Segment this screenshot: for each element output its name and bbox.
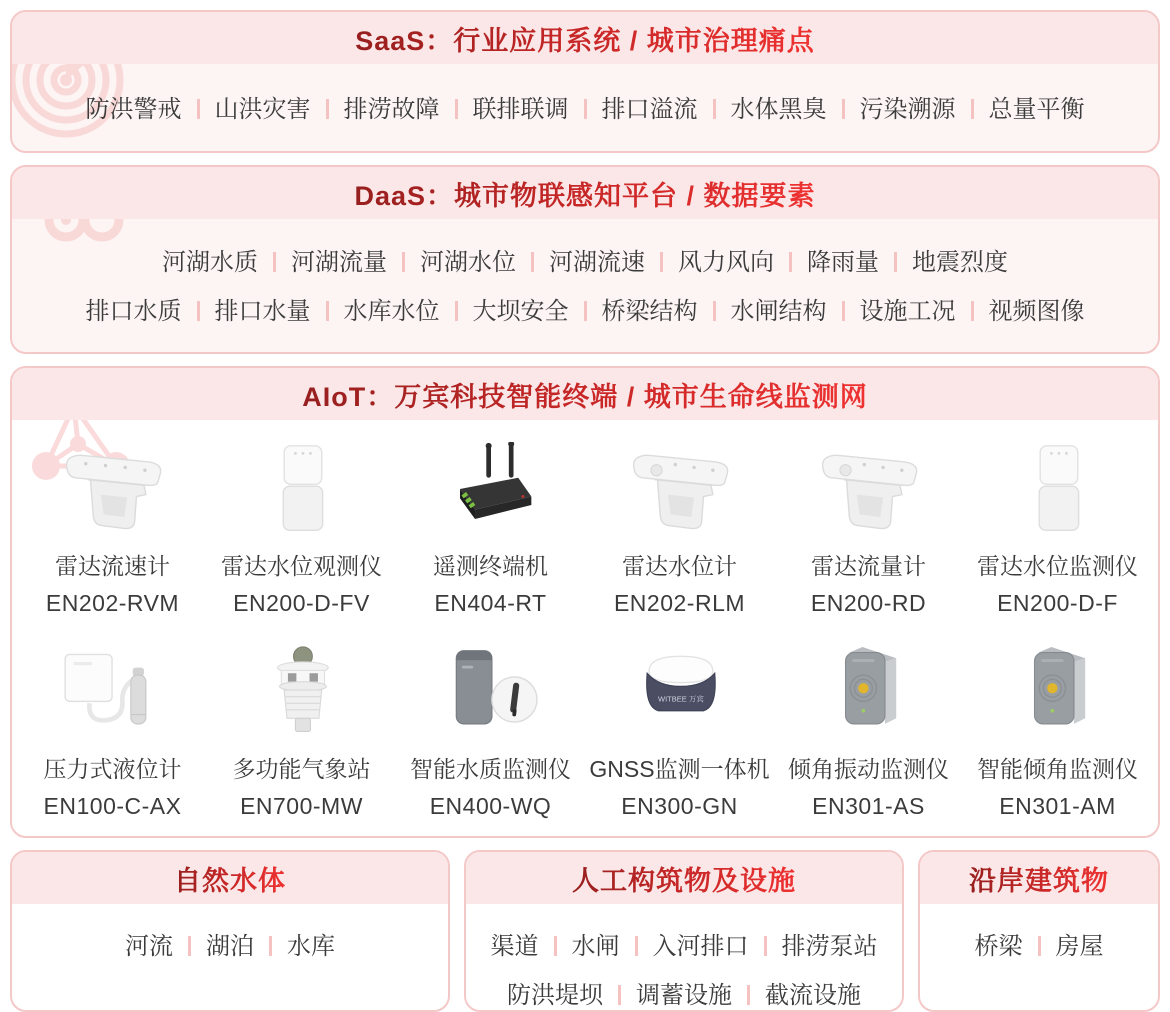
daas-item: 视频图像 [956, 291, 1085, 326]
riverside-buildings-title: 沿岸建筑物 [969, 859, 1109, 898]
saas-item: 总量平衡 [956, 89, 1085, 124]
artificial-structures-section [464, 850, 904, 1012]
daas-item: 排口水质 [85, 298, 182, 325]
artificial-structures-body [466, 904, 902, 1010]
product-name: 智能水质监测仪 [410, 756, 571, 782]
daas-item: 河湖流速 [516, 242, 645, 277]
product-card [18, 440, 207, 617]
saas-item: 排涝故障 [311, 89, 440, 124]
target-item: 房屋 [1023, 926, 1104, 961]
target-item: 湖泊 [173, 926, 254, 961]
product-card [207, 643, 396, 820]
saas-item: 山洪灾害 [182, 89, 311, 124]
product-card [18, 643, 207, 820]
aiot-title: AIoT：万宾科技智能终端 / 城市生命线监测网 [302, 375, 868, 414]
product-model: EN200-RD [810, 590, 927, 616]
product-model: EN202-RVM [45, 590, 180, 616]
target-item: 水库 [254, 926, 335, 961]
product-model: EN200-D-F [997, 590, 1118, 616]
daas-item: 风力风向 [645, 242, 774, 277]
product-name: 雷达流量计 [811, 553, 926, 579]
product-name: 压力式液位计 [43, 756, 182, 782]
daas-item-row-2 [12, 291, 1158, 326]
saas-item: 排口溢流 [569, 89, 698, 124]
product-card [774, 643, 963, 820]
riverside-buildings-body [920, 904, 1158, 961]
product-name: 多功能气象站 [232, 756, 371, 782]
target-item: 防洪堤坝 [507, 982, 603, 1009]
product-card [774, 440, 963, 617]
aiot-header [12, 368, 1158, 420]
daas-item-row-1 [12, 242, 1158, 277]
riverside-buildings-header [920, 852, 1158, 904]
saas-section [10, 10, 1160, 153]
saas-item-list [12, 89, 1158, 124]
target-item: 渠道 [490, 933, 539, 960]
monitoring-target-row [10, 850, 1160, 1012]
product-card [963, 440, 1152, 617]
aiot-product-grid [12, 420, 1158, 836]
natural-water-header [12, 852, 448, 904]
target-item: 桥梁 [974, 933, 1023, 960]
product-card [396, 643, 585, 820]
product-name: 智能倾角监测仪 [977, 756, 1138, 782]
telemetry-terminal-image [430, 440, 552, 536]
product-name: 雷达水位监测仪 [977, 553, 1138, 579]
daas-item: 降雨量 [774, 242, 879, 277]
natural-water-section [10, 850, 450, 1012]
daas-title: DaaS：城市物联感知平台 / 数据要素 [354, 174, 815, 213]
product-model: EN700-MW [240, 793, 363, 819]
saas-item: 防洪警戒 [85, 96, 182, 123]
natural-water-body [12, 904, 448, 961]
product-card [963, 643, 1152, 820]
radar-level-gauge-image [619, 440, 741, 536]
radar-flow-meter-image [808, 440, 930, 536]
product-model: EN404-RT [434, 590, 547, 616]
artificial-structures-row-2 [466, 975, 902, 1010]
product-model: EN100-C-AX [43, 793, 182, 819]
saas-item: 水体黑臭 [698, 89, 827, 124]
daas-item: 水库水位 [311, 291, 440, 326]
saas-item: 污染溯源 [827, 89, 956, 124]
product-card [585, 440, 774, 617]
gnss-device-label: WITBEE 万宾 [657, 694, 704, 704]
target-item: 入河排口 [620, 926, 749, 961]
daas-item: 排口水量 [182, 291, 311, 326]
product-name: 遥测终端机 [433, 553, 548, 579]
saas-title: SaaS：行业应用系统 / 城市治理痛点 [355, 19, 815, 58]
product-name: 雷达水位观测仪 [221, 553, 382, 579]
daas-item: 河湖水位 [387, 242, 516, 277]
product-card [207, 440, 396, 617]
saas-header [12, 12, 1158, 64]
aiot-section [10, 366, 1160, 838]
product-model: EN202-RLM [613, 590, 746, 616]
daas-body [12, 219, 1158, 352]
product-name: 雷达水位计 [622, 553, 737, 579]
daas-item: 水闸结构 [698, 291, 827, 326]
target-item: 排涝泵站 [749, 926, 878, 961]
product-model: EN301-AS [812, 793, 925, 819]
product-name: 倾角振动监测仪 [788, 756, 949, 782]
daas-section [10, 165, 1160, 354]
product-card [396, 440, 585, 617]
gnss-unit-image [619, 643, 741, 739]
water-quality-monitor-image [430, 643, 552, 739]
saas-body [12, 64, 1158, 151]
product-model: EN400-WQ [429, 793, 552, 819]
product-card [585, 643, 774, 820]
smart-tilt-monitor-image [997, 643, 1119, 739]
daas-item: 桥梁结构 [569, 291, 698, 326]
natural-water-items [12, 926, 448, 961]
target-item: 截流设施 [732, 975, 861, 1010]
radar-level-observer-image [241, 440, 363, 536]
target-item: 河流 [125, 933, 173, 960]
product-name: 雷达流速计 [55, 553, 170, 579]
radar-velocity-sensor-image [52, 440, 174, 536]
artificial-structures-header [466, 852, 902, 904]
product-model: EN301-AM [999, 793, 1116, 819]
saas-item: 联排联调 [440, 89, 569, 124]
product-name: GNSS监测一体机 [589, 756, 770, 782]
product-model: EN200-D-FV [233, 590, 370, 616]
artificial-structures-title: 人工构筑物及设施 [572, 859, 796, 898]
product-model: EN300-GN [621, 793, 738, 819]
daas-item: 地震烈度 [879, 242, 1008, 277]
daas-item: 设施工况 [827, 291, 956, 326]
riverside-buildings-items [920, 926, 1158, 961]
artificial-structures-row-1 [466, 926, 902, 961]
daas-item: 大坝安全 [440, 291, 569, 326]
weather-station-image [241, 643, 363, 739]
daas-item: 河湖流量 [258, 242, 387, 277]
infographic-page [10, 10, 1160, 1012]
riverside-buildings-section [918, 850, 1160, 1012]
target-item: 调蓄设施 [603, 975, 732, 1010]
radar-level-monitor-image [997, 440, 1119, 536]
natural-water-title: 自然水体 [174, 859, 286, 898]
pressure-level-gauge-image [52, 643, 174, 739]
daas-header [12, 167, 1158, 219]
target-item: 水闸 [539, 926, 620, 961]
daas-item: 河湖水质 [162, 249, 258, 276]
tilt-vibration-monitor-image [808, 643, 930, 739]
